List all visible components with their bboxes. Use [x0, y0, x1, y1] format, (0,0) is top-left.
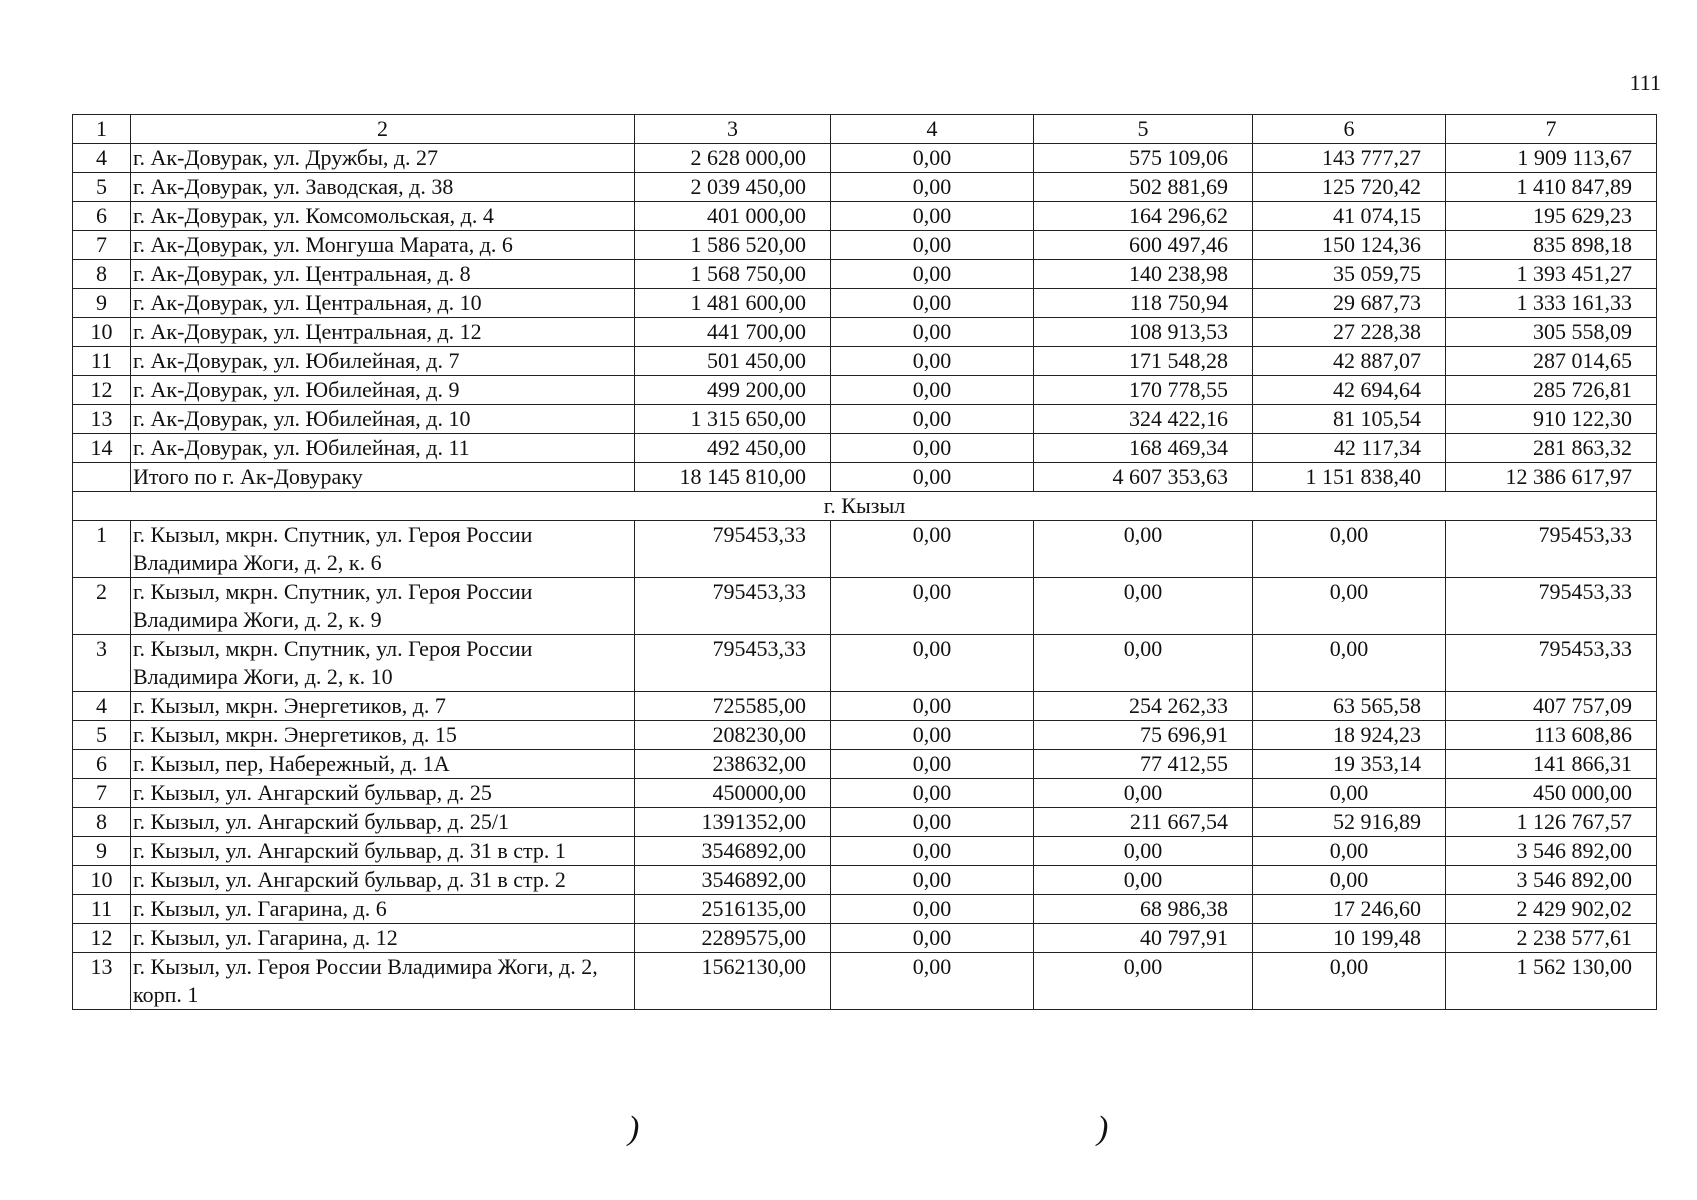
row-number-cell: 4: [73, 692, 131, 721]
row-number-cell: 9: [73, 289, 131, 318]
value-cell-col3: 1562130,00: [635, 953, 831, 1010]
value-cell-col3: 1 481 600,00: [635, 289, 831, 318]
value-cell-col3: 1 586 520,00: [635, 231, 831, 260]
address-cell: г. Кызыл, ул. Героя России Владимира Жоги, д. 2, корп. 1: [131, 953, 635, 1010]
value-cell-col5: 0,00: [1034, 521, 1253, 578]
row-number-cell: 10: [73, 866, 131, 895]
value-cell-col5: 0,00: [1034, 866, 1253, 895]
value-cell-col6: 0,00: [1253, 578, 1446, 635]
value-cell-col5: 0,00: [1034, 953, 1253, 1010]
value-cell-col4: 0,00: [831, 463, 1034, 492]
value-cell-col6: 27 228,38: [1253, 318, 1446, 347]
value-cell-col4: 0,00: [831, 231, 1034, 260]
address-cell: г. Ак-Довурак, ул. Центральная, д. 12: [131, 318, 635, 347]
value-cell-col4: 0,00: [831, 289, 1034, 318]
value-cell-col3: 499 200,00: [635, 376, 831, 405]
column-header-cell: 1: [73, 115, 131, 144]
row-number-cell: 10: [73, 318, 131, 347]
row-number-cell: 12: [73, 924, 131, 953]
value-cell-col4: 0,00: [831, 578, 1034, 635]
value-cell-col6: 42 887,07: [1253, 347, 1446, 376]
address-cell: г. Ак-Довурак, ул. Центральная, д. 8: [131, 260, 635, 289]
row-number-cell: 3: [73, 635, 131, 692]
value-cell-col3: 18 145 810,00: [635, 463, 831, 492]
row-number-cell: 7: [73, 779, 131, 808]
table-row: [73, 837, 1657, 866]
value-cell-col4: 0,00: [831, 173, 1034, 202]
value-cell-col7: 195 629,23: [1446, 202, 1657, 231]
address-cell: г. Ак-Довурак, ул. Юбилейная, д. 11: [131, 434, 635, 463]
value-cell-col7: 1 333 161,33: [1446, 289, 1657, 318]
value-cell-col6: 143 777,27: [1253, 144, 1446, 173]
value-cell-col7: 1 909 113,67: [1446, 144, 1657, 173]
value-cell-col5: 118 750,94: [1034, 289, 1253, 318]
column-header-cell: 5: [1034, 115, 1253, 144]
table-row: [73, 260, 1657, 289]
value-cell-col6: 35 059,75: [1253, 260, 1446, 289]
scan-mark: ): [1097, 1110, 1109, 1147]
table-row: [73, 635, 1657, 692]
address-cell: г. Ак-Довурак, ул. Центральная, д. 10: [131, 289, 635, 318]
value-cell-col6: 63 565,58: [1253, 692, 1446, 721]
scan-mark: ): [628, 1110, 640, 1147]
total-row: [73, 463, 1657, 492]
address-cell: г. Кызыл, ул. Ангарский бульвар, д. 31 в стр. 2: [131, 866, 635, 895]
value-cell-col4: 0,00: [831, 866, 1034, 895]
row-number-cell: 5: [73, 721, 131, 750]
table-row: [73, 202, 1657, 231]
value-cell-col3: 208230,00: [635, 721, 831, 750]
value-cell-col4: 0,00: [831, 202, 1034, 231]
value-cell-col3: 1391352,00: [635, 808, 831, 837]
value-cell-col5: 68 986,38: [1034, 895, 1253, 924]
address-cell: г. Кызыл, мкрн. Спутник, ул. Героя России Владимира Жоги, д. 2, к. 6: [131, 521, 635, 578]
value-cell-col6: 0,00: [1253, 521, 1446, 578]
row-number-cell: 13: [73, 953, 131, 1010]
table-row: [73, 953, 1657, 1010]
value-cell-col7: 12 386 617,97: [1446, 463, 1657, 492]
value-cell-col3: 2516135,00: [635, 895, 831, 924]
value-cell-col3: 795453,33: [635, 521, 831, 578]
value-cell-col5: 77 412,55: [1034, 750, 1253, 779]
address-cell: г. Кызыл, ул. Ангарский бульвар, д. 25: [131, 779, 635, 808]
value-cell-col5: 168 469,34: [1034, 434, 1253, 463]
value-cell-col5: 254 262,33: [1034, 692, 1253, 721]
column-header-cell: 3: [635, 115, 831, 144]
value-cell-col7: 3 546 892,00: [1446, 837, 1657, 866]
table-row: [73, 173, 1657, 202]
row-number-cell: 6: [73, 202, 131, 231]
value-cell-col4: 0,00: [831, 692, 1034, 721]
table-row: [73, 144, 1657, 173]
value-cell-col5: 600 497,46: [1034, 231, 1253, 260]
value-cell-col4: 0,00: [831, 750, 1034, 779]
value-cell-col3: 2 628 000,00: [635, 144, 831, 173]
value-cell-col6: 150 124,36: [1253, 231, 1446, 260]
value-cell-col7: 2 429 902,02: [1446, 895, 1657, 924]
table-row: [73, 578, 1657, 635]
value-cell-col3: 441 700,00: [635, 318, 831, 347]
value-cell-col3: 2289575,00: [635, 924, 831, 953]
value-cell-col4: 0,00: [831, 318, 1034, 347]
value-cell-col7: 113 608,86: [1446, 721, 1657, 750]
row-number-cell: 14: [73, 434, 131, 463]
table-body: [73, 115, 1657, 1010]
column-header-cell: 6: [1253, 115, 1446, 144]
address-cell: г. Кызыл, мкрн. Энергетиков, д. 7: [131, 692, 635, 721]
value-cell-col7: 1 126 767,57: [1446, 808, 1657, 837]
value-cell-col7: 1 562 130,00: [1446, 953, 1657, 1010]
value-cell-col6: 17 246,60: [1253, 895, 1446, 924]
value-cell-col6: 10 199,48: [1253, 924, 1446, 953]
table-row: [73, 779, 1657, 808]
address-cell: г. Кызыл, ул. Гагарина, д. 12: [131, 924, 635, 953]
row-number-cell: 8: [73, 808, 131, 837]
value-cell-col3: 401 000,00: [635, 202, 831, 231]
value-cell-col7: 3 546 892,00: [1446, 866, 1657, 895]
row-number-cell: 11: [73, 895, 131, 924]
address-cell: г. Ак-Довурак, ул. Юбилейная, д. 10: [131, 405, 635, 434]
value-cell-col7: 287 014,65: [1446, 347, 1657, 376]
value-cell-col4: 0,00: [831, 779, 1034, 808]
value-cell-col7: 407 757,09: [1446, 692, 1657, 721]
table-row: [73, 721, 1657, 750]
value-cell-col7: 285 726,81: [1446, 376, 1657, 405]
value-cell-col6: 42 117,34: [1253, 434, 1446, 463]
value-cell-col6: 29 687,73: [1253, 289, 1446, 318]
page-number: 111: [1629, 70, 1661, 95]
value-cell-col7: 835 898,18: [1446, 231, 1657, 260]
value-cell-col5: 0,00: [1034, 779, 1253, 808]
value-cell-col6: 0,00: [1253, 866, 1446, 895]
address-cell: г. Ак-Довурак, ул. Заводская, д. 38: [131, 173, 635, 202]
table-row: [73, 434, 1657, 463]
section-title: г. Кызыл: [73, 492, 1657, 521]
address-cell: г. Ак-Довурак, ул. Юбилейная, д. 7: [131, 347, 635, 376]
value-cell-col3: 3546892,00: [635, 866, 831, 895]
value-cell-col3: 795453,33: [635, 578, 831, 635]
table-row: [73, 692, 1657, 721]
value-cell-col4: 0,00: [831, 924, 1034, 953]
value-cell-col7: 450 000,00: [1446, 779, 1657, 808]
value-cell-col4: 0,00: [831, 837, 1034, 866]
value-cell-col3: 1 568 750,00: [635, 260, 831, 289]
column-header-cell: 2: [131, 115, 635, 144]
section-row: [73, 492, 1657, 521]
table-row: [73, 924, 1657, 953]
address-cell: г. Ак-Довурак, ул. Комсомольская, д. 4: [131, 202, 635, 231]
value-cell-col5: 575 109,06: [1034, 144, 1253, 173]
row-number-cell: 5: [73, 173, 131, 202]
row-number-cell: 4: [73, 144, 131, 173]
value-cell-col6: 42 694,64: [1253, 376, 1446, 405]
value-cell-col4: 0,00: [831, 521, 1034, 578]
value-cell-col5: 108 913,53: [1034, 318, 1253, 347]
value-cell-col7: 1 410 847,89: [1446, 173, 1657, 202]
value-cell-col6: 41 074,15: [1253, 202, 1446, 231]
value-cell-col3: 795453,33: [635, 635, 831, 692]
value-cell-col7: 1 393 451,27: [1446, 260, 1657, 289]
address-cell: г. Кызыл, ул. Гагарина, д. 6: [131, 895, 635, 924]
table-row: [73, 347, 1657, 376]
header-row: [73, 115, 1657, 144]
value-cell-col4: 0,00: [831, 808, 1034, 837]
value-cell-col3: 238632,00: [635, 750, 831, 779]
row-number-cell: 8: [73, 260, 131, 289]
value-cell-col3: 2 039 450,00: [635, 173, 831, 202]
value-cell-col3: 501 450,00: [635, 347, 831, 376]
value-cell-col4: 0,00: [831, 260, 1034, 289]
value-cell-col4: 0,00: [831, 953, 1034, 1010]
row-number-cell: 6: [73, 750, 131, 779]
value-cell-col5: 502 881,69: [1034, 173, 1253, 202]
table-row: [73, 750, 1657, 779]
data-table: [72, 114, 1657, 1010]
row-number-cell: 11: [73, 347, 131, 376]
address-cell: г. Ак-Довурак, ул. Монгуша Марата, д. 6: [131, 231, 635, 260]
value-cell-col5: 211 667,54: [1034, 808, 1253, 837]
column-header-cell: 7: [1446, 115, 1657, 144]
value-cell-col6: 18 924,23: [1253, 721, 1446, 750]
address-cell: г. Кызыл, ул. Ангарский бульвар, д. 25/1: [131, 808, 635, 837]
table-row: [73, 866, 1657, 895]
value-cell-col7: 281 863,32: [1446, 434, 1657, 463]
value-cell-col7: 305 558,09: [1446, 318, 1657, 347]
value-cell-col3: 3546892,00: [635, 837, 831, 866]
row-number-cell: [73, 463, 131, 492]
address-cell: Итого по г. Ак-Довураку: [131, 463, 635, 492]
row-number-cell: 12: [73, 376, 131, 405]
value-cell-col3: 492 450,00: [635, 434, 831, 463]
value-cell-col7: 910 122,30: [1446, 405, 1657, 434]
value-cell-col4: 0,00: [831, 434, 1034, 463]
value-cell-col5: 0,00: [1034, 635, 1253, 692]
value-cell-col6: 0,00: [1253, 779, 1446, 808]
value-cell-col6: 52 916,89: [1253, 808, 1446, 837]
row-number-cell: 13: [73, 405, 131, 434]
table-row: [73, 895, 1657, 924]
value-cell-col5: 0,00: [1034, 837, 1253, 866]
value-cell-col5: 324 422,16: [1034, 405, 1253, 434]
table-row: [73, 289, 1657, 318]
value-cell-col6: 81 105,54: [1253, 405, 1446, 434]
value-cell-col6: 0,00: [1253, 635, 1446, 692]
value-cell-col3: 725585,00: [635, 692, 831, 721]
address-cell: г. Кызыл, мкрн. Спутник, ул. Героя России Владимира Жоги, д. 2, к. 9: [131, 578, 635, 635]
value-cell-col6: 19 353,14: [1253, 750, 1446, 779]
address-cell: г. Ак-Довурак, ул. Дружбы, д. 27: [131, 144, 635, 173]
value-cell-col4: 0,00: [831, 376, 1034, 405]
value-cell-col6: 0,00: [1253, 953, 1446, 1010]
value-cell-col7: 2 238 577,61: [1446, 924, 1657, 953]
value-cell-col6: 0,00: [1253, 837, 1446, 866]
row-number-cell: 1: [73, 521, 131, 578]
row-number-cell: 2: [73, 578, 131, 635]
address-cell: г. Кызыл, мкрн. Энергетиков, д. 15: [131, 721, 635, 750]
column-header-cell: 4: [831, 115, 1034, 144]
value-cell-col4: 0,00: [831, 347, 1034, 376]
row-number-cell: 9: [73, 837, 131, 866]
value-cell-col5: 0,00: [1034, 578, 1253, 635]
value-cell-col5: 40 797,91: [1034, 924, 1253, 953]
address-cell: г. Кызыл, мкрн. Спутник, ул. Героя России Владимира Жоги, д. 2, к. 10: [131, 635, 635, 692]
address-cell: г. Кызыл, ул. Ангарский бульвар, д. 31 в стр. 1: [131, 837, 635, 866]
value-cell-col7: 795453,33: [1446, 521, 1657, 578]
value-cell-col7: 795453,33: [1446, 578, 1657, 635]
table-row: [73, 318, 1657, 347]
value-cell-col6: 125 720,42: [1253, 173, 1446, 202]
value-cell-col4: 0,00: [831, 895, 1034, 924]
value-cell-col5: 140 238,98: [1034, 260, 1253, 289]
row-number-cell: 7: [73, 231, 131, 260]
value-cell-col4: 0,00: [831, 405, 1034, 434]
value-cell-col3: 450000,00: [635, 779, 831, 808]
value-cell-col7: 141 866,31: [1446, 750, 1657, 779]
table-row: [73, 376, 1657, 405]
value-cell-col5: 170 778,55: [1034, 376, 1253, 405]
table-row: [73, 808, 1657, 837]
address-cell: г. Кызыл, пер, Набережный, д. 1А: [131, 750, 635, 779]
value-cell-col7: 795453,33: [1446, 635, 1657, 692]
table-row: [73, 521, 1657, 578]
value-cell-col6: 1 151 838,40: [1253, 463, 1446, 492]
value-cell-col4: 0,00: [831, 721, 1034, 750]
value-cell-col4: 0,00: [831, 144, 1034, 173]
table-row: [73, 231, 1657, 260]
value-cell-col5: 75 696,91: [1034, 721, 1253, 750]
value-cell-col5: 164 296,62: [1034, 202, 1253, 231]
value-cell-col5: 4 607 353,63: [1034, 463, 1253, 492]
value-cell-col4: 0,00: [831, 635, 1034, 692]
table-row: [73, 405, 1657, 434]
address-cell: г. Ак-Довурак, ул. Юбилейная, д. 9: [131, 376, 635, 405]
value-cell-col3: 1 315 650,00: [635, 405, 831, 434]
value-cell-col5: 171 548,28: [1034, 347, 1253, 376]
